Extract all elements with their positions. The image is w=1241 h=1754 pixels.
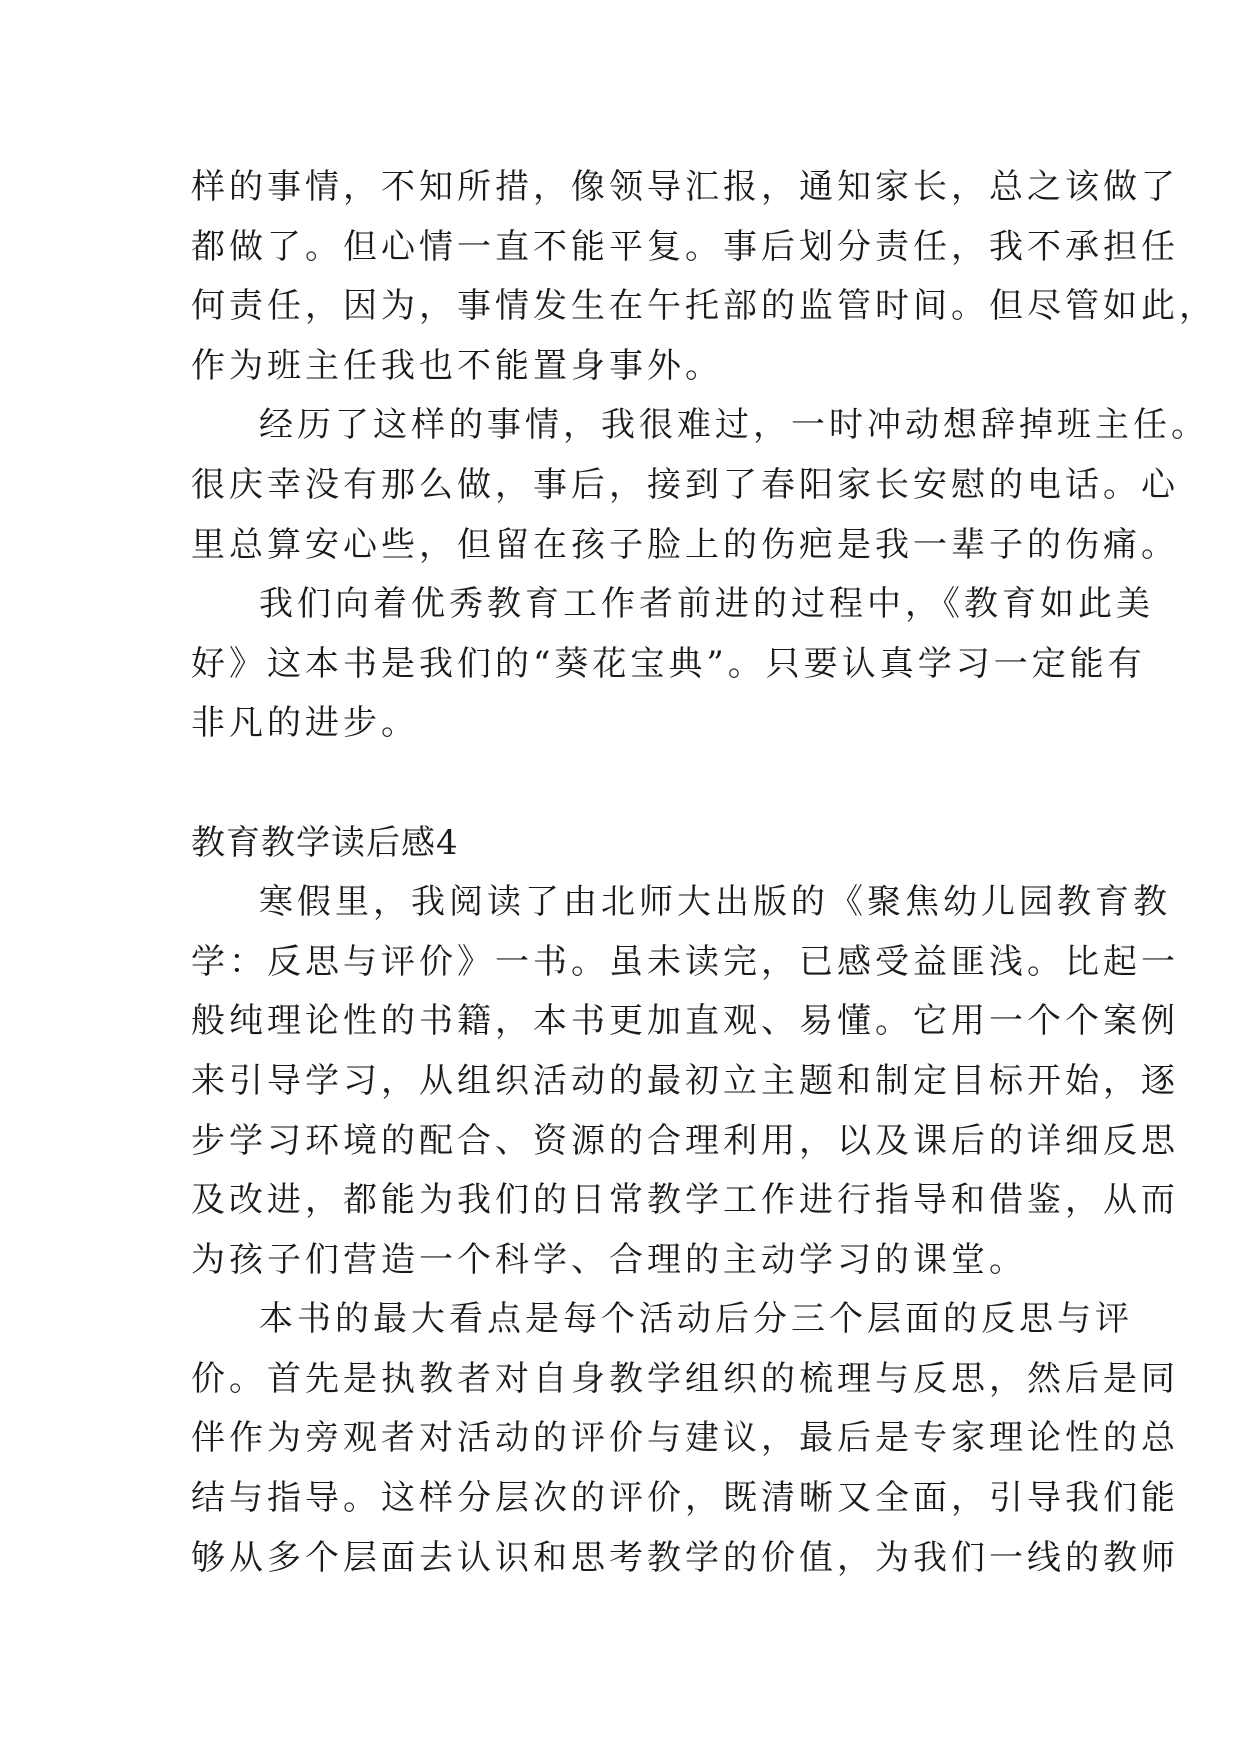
text-line: 学：反思与评价》一书。虽未读完，已感受益匪浅。比起一 <box>191 941 1179 982</box>
text-line: 很庆幸没有那么做，事后，接到了春阳家长安慰的电话。心 <box>191 464 1179 505</box>
text-line: 样的事情，不知所措，像领导汇报，通知家长，总之该做了 <box>191 167 1179 207</box>
paragraph <box>191 1290 1179 1588</box>
text-line: 我们向着优秀教育工作者前进的过程中，《教育如此美 <box>259 584 1154 625</box>
text-line: 及改进，都能为我们的日常教学工作进行指导和借鉴，从而 <box>191 1180 1179 1221</box>
text-line: 都做了。但心情一直不能平复。事后划分责任，我不承担任 <box>191 226 1179 267</box>
blank-line <box>191 754 1063 814</box>
paragraph <box>191 873 1179 1290</box>
text-line: 本书的最大看点是每个活动后分三个层面的反思与评 <box>259 1299 1133 1340</box>
text-line: 好》这本书是我们的“葵花宝典”。只要认真学习一定能有 <box>191 643 1146 684</box>
text-line: 为孩子们营造一个科学、合理的主动学习的课堂。 <box>191 1239 1027 1280</box>
text-line: 寒假里，我阅读了由北师大出版的《聚焦幼儿园教育教 <box>259 882 1171 923</box>
paragraph <box>191 158 1217 396</box>
text-line: 来引导学习，从组织活动的最初立主题和制定目标开始，逐 <box>191 1060 1179 1101</box>
paragraph <box>191 575 1154 754</box>
section-heading: 教育教学读后感4 <box>191 822 459 863</box>
text-line: 结与指导。这样分层次的评价，既清晰又全面，引导我们能 <box>191 1478 1179 1519</box>
text-line: 非凡的进步。 <box>191 703 419 744</box>
text-line: 里总算安心些，但留在孩子脸上的伤疤是我一辈子的伤痛。 <box>191 524 1179 565</box>
text-line: 作为班主任我也不能置身事外。 <box>191 345 723 386</box>
text-line: 何责任，因为，事情发生在午托部的监管时间。但尽管如此， <box>191 286 1217 327</box>
text-line: 够从多个层面去认识和思考教学的价值，为我们一线的教师 <box>191 1537 1179 1578</box>
text-line: 般纯理论性的书籍，本书更加直观、易懂。它用一个个案例 <box>191 1001 1179 1042</box>
document-body <box>191 158 1217 1588</box>
text-line: 价。首先是执教者对自身教学组织的梳理与反思，然后是同 <box>191 1358 1179 1399</box>
text-line: 步学习环境的配合、资源的合理利用，以及课后的详细反思 <box>191 1120 1179 1161</box>
paragraph <box>191 396 1209 575</box>
text-line: 经历了这样的事情，我很难过，一时冲动想辞掉班主任。 <box>259 405 1209 446</box>
text-line: 伴作为旁观者对活动的评价与建议，最后是专家理论性的总 <box>191 1418 1179 1459</box>
